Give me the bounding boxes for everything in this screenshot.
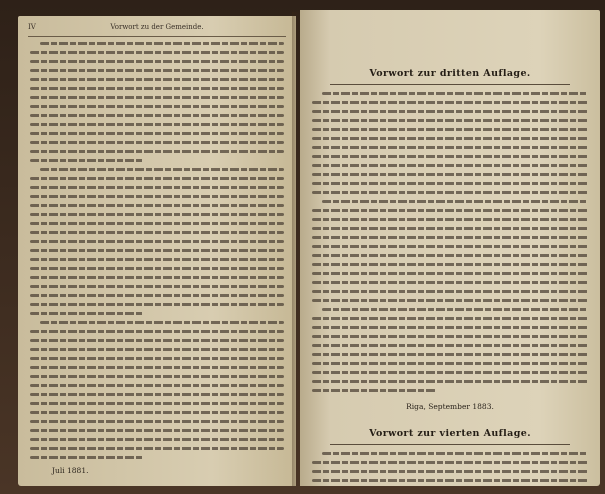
- text-line: [312, 101, 588, 104]
- text-line: [30, 177, 284, 180]
- text-line: [30, 87, 284, 90]
- text-line: [30, 132, 284, 135]
- text-line: [30, 339, 284, 342]
- text-line: [30, 249, 284, 252]
- text-line: [30, 348, 284, 351]
- text-line: [30, 294, 284, 297]
- text-line: [40, 168, 284, 171]
- text-line: [30, 159, 144, 162]
- text-line: [312, 326, 588, 329]
- text-line: [312, 353, 588, 356]
- text-line: [30, 114, 284, 117]
- text-line: [312, 218, 588, 221]
- text-line: [322, 308, 588, 311]
- text-line: [30, 267, 284, 270]
- text-line: [312, 245, 588, 248]
- text-line: [312, 155, 588, 158]
- text-line: [30, 231, 284, 234]
- text-line: [30, 447, 284, 450]
- text-line: [312, 272, 588, 275]
- text-line: [30, 195, 284, 198]
- text-line: [312, 371, 588, 374]
- text-line: [312, 119, 588, 122]
- text-line: [312, 479, 588, 482]
- text-line: [312, 380, 588, 383]
- text-line: [30, 258, 284, 261]
- right-page-body-lower: [312, 452, 588, 486]
- text-line: [30, 105, 284, 108]
- text-line: [30, 150, 284, 153]
- text-line: [312, 173, 588, 176]
- text-line: [30, 204, 284, 207]
- text-line: [30, 330, 284, 333]
- text-line: [30, 420, 284, 423]
- text-line: [312, 146, 588, 149]
- text-line: [30, 186, 284, 189]
- text-line: [312, 461, 588, 464]
- text-line: [30, 357, 284, 360]
- text-line: [30, 78, 284, 81]
- text-line: [30, 141, 284, 144]
- running-head-title: Vorwort zu der Gemeinde.: [110, 23, 204, 31]
- text-line: [312, 317, 588, 320]
- text-line: [30, 402, 284, 405]
- text-line: [30, 222, 284, 225]
- running-head: [28, 22, 286, 37]
- text-line: [30, 60, 284, 63]
- text-line: [30, 285, 284, 288]
- text-line: [30, 312, 144, 315]
- text-line: [30, 96, 284, 99]
- text-line: [312, 254, 588, 257]
- text-line: [322, 452, 588, 455]
- text-line: [30, 411, 284, 414]
- text-line: [312, 335, 588, 338]
- text-line: [312, 182, 588, 185]
- text-line: [312, 128, 588, 131]
- right-page-signature: Riga, September 1883.: [406, 402, 494, 411]
- text-line: [30, 393, 284, 396]
- text-line: [312, 344, 588, 347]
- text-line: [30, 303, 284, 306]
- text-line: [312, 164, 588, 167]
- text-line: [322, 92, 588, 95]
- text-line: [30, 276, 284, 279]
- text-line: [312, 110, 588, 113]
- page-number: IV: [28, 23, 36, 31]
- text-line: [312, 299, 588, 302]
- text-line: [30, 69, 284, 72]
- heading-rule: [330, 84, 570, 85]
- preface-third-edition-heading: Vorwort zur dritten Auflage.: [369, 68, 531, 79]
- text-line: [40, 42, 284, 45]
- text-line: [312, 227, 588, 230]
- left-page: [18, 16, 296, 486]
- text-line: [312, 236, 588, 239]
- text-line: [312, 362, 588, 365]
- text-line: [312, 470, 588, 473]
- right-page-body-upper: [312, 92, 588, 398]
- text-line: [30, 384, 284, 387]
- text-line: [30, 240, 284, 243]
- text-line: [322, 200, 588, 203]
- text-line: [30, 213, 284, 216]
- text-line: [40, 321, 284, 324]
- text-line: [312, 263, 588, 266]
- text-line: [312, 281, 588, 284]
- text-line: [30, 429, 284, 432]
- text-line: [312, 137, 588, 140]
- text-line: [312, 191, 588, 194]
- preface-fourth-edition-heading: Vorwort zur vierten Auflage.: [369, 428, 531, 439]
- left-page-body: [30, 42, 284, 465]
- text-line: [30, 375, 284, 378]
- left-page-signature: Juli 1881.: [52, 466, 89, 475]
- text-line: [30, 456, 144, 459]
- text-line: [30, 366, 284, 369]
- right-page: [300, 10, 600, 486]
- text-line: [30, 438, 284, 441]
- heading-rule: [330, 444, 570, 445]
- text-line: [30, 123, 284, 126]
- text-line: [312, 290, 588, 293]
- text-line: [30, 51, 284, 54]
- text-line: [312, 389, 436, 392]
- text-line: [312, 209, 588, 212]
